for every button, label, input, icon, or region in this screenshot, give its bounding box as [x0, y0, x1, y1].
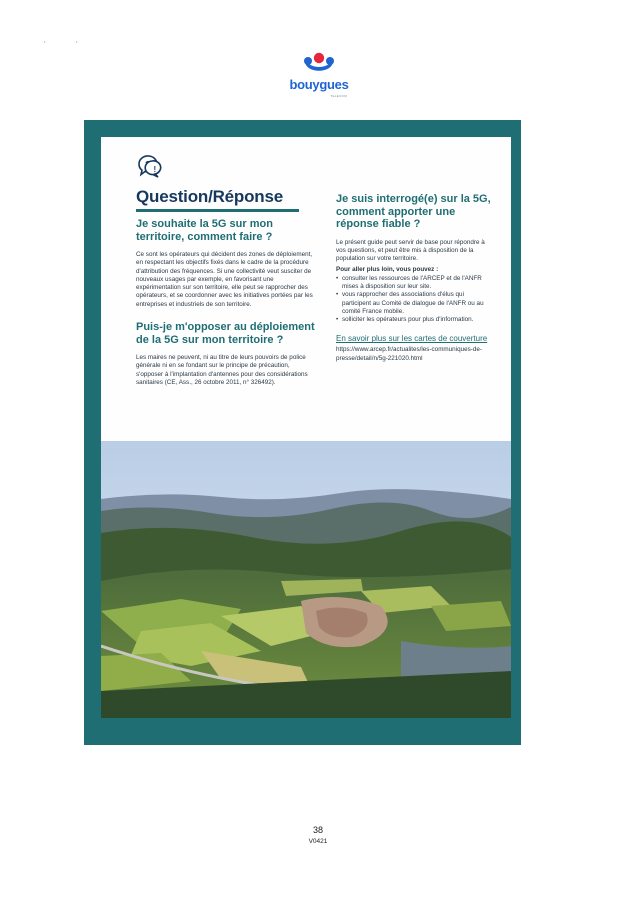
question-heading: Puis-je m'opposer au déploiement de la 5G sur mon territoire ? — [136, 321, 315, 346]
list-item: • solliciter les opérateurs pour plus d'information. — [336, 316, 494, 324]
answer-paragraph: Ce sont les opérateurs qui décident des zones de déploiement, en respectant les objectifs fixés dans le cadre de la procédure d'attribution des fréquences. Si une collectivité veut susciter de nouveaux usages par exemple, en favorisant une expérimentation sur son territoire, elle peut se rapprocher des opérateurs, et se coordonner avec les initiatives portées par les entreprises et industriels de son territoire. — [136, 251, 313, 308]
question-heading: Je suis interrogé(e) sur la 5G, comment apporter une réponse fiable ? — [336, 193, 491, 230]
brand-sub: TELECOM — [330, 94, 347, 98]
left-column — [136, 152, 316, 399]
resources-list — [336, 275, 494, 325]
coverage-url[interactable]: https://www.arcep.fr/actualites/les-communiques-de-presse/detail/n/5g-221020.html — [336, 346, 482, 362]
scan-mark: ' — [44, 40, 46, 49]
brand-name: bouygues — [289, 77, 349, 92]
bouygues-logo-icon — [302, 52, 336, 78]
answer-paragraph: Le présent guide peut servir de base pour répondre à vos questions, et peut être mis à disposition de la population sur votre territoire. — [336, 238, 485, 263]
more-label: Pour aller plus loin, vous pouvez : — [336, 266, 439, 274]
question-heading: Je souhaite la 5G sur mon territoire, comment faire ? — [136, 218, 273, 243]
page-title: Question/Réponse — [136, 187, 283, 206]
right-column — [336, 193, 494, 363]
list-item: • consulter les ressources de l'ARCEP et de l'ANFR mises à disposition sur leur site. — [336, 275, 494, 292]
bouygues-logo — [287, 52, 351, 96]
aerial-landscape-photo — [101, 441, 511, 718]
svg-text:!: ! — [153, 165, 157, 174]
title-underline — [136, 209, 299, 212]
list-item: • vous rapprocher des associations d'élus qui participent au Comité de dialogue de l'ANFR ou au comité France mobile. — [336, 291, 494, 316]
scan-mark: ' — [76, 40, 78, 49]
coverage-link[interactable]: En savoir plus sur les cartes de couverture — [336, 334, 488, 344]
page-number: 38 — [312, 825, 323, 835]
question-answer-bubble-icon — [136, 152, 164, 180]
answer-paragraph: Les maires ne peuvent, ni au titre de leurs pouvoirs de police générale ni en se fondant sur le principe de précaution, s'opposer à l'implantation d'antennes pour des considérations sanitaires (CE, Ass., 26 octobre 2011, n° 326492). — [136, 354, 308, 386]
document-reference: V0421 — [308, 838, 328, 845]
